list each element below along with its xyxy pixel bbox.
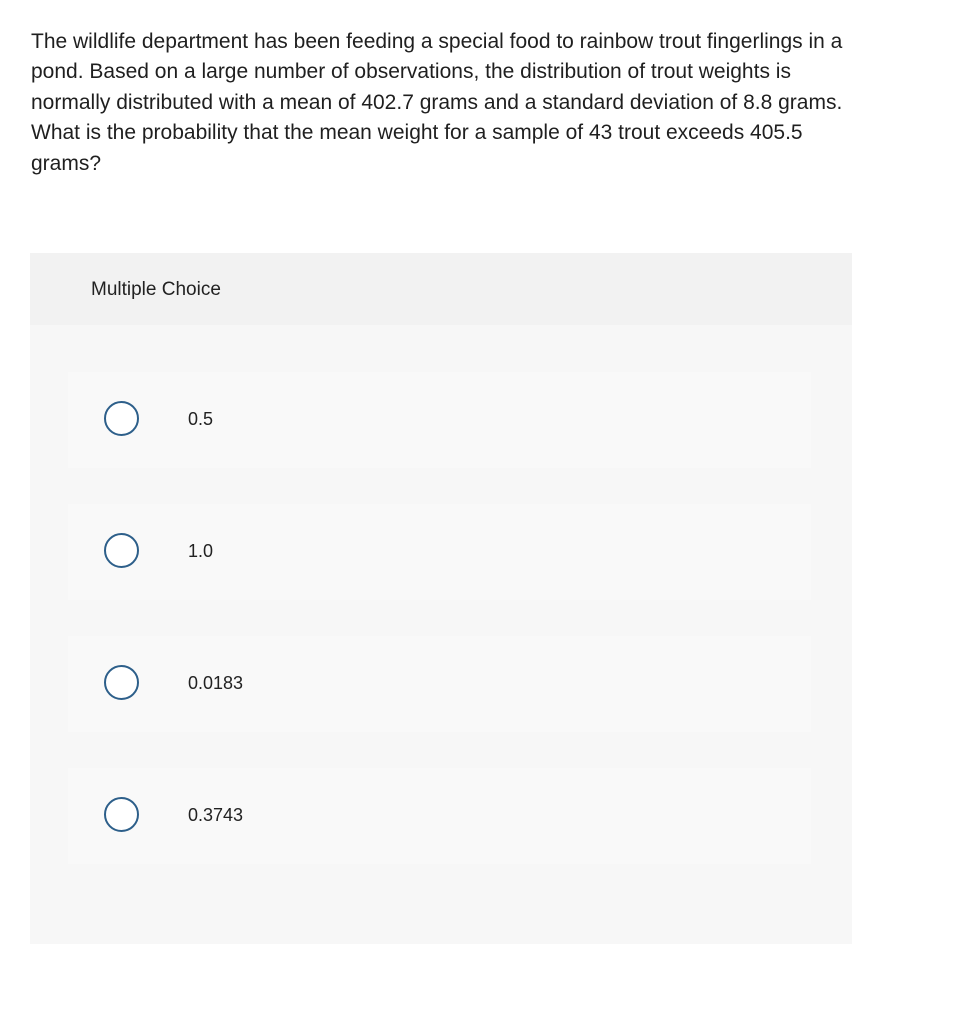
answer-option-1[interactable] (68, 372, 811, 468)
answer-option-label: 0.5 (188, 409, 214, 429)
answer-option-3[interactable] (68, 636, 811, 732)
radio-unchecked-icon[interactable] (104, 665, 139, 700)
answer-option-label: 1.0 (188, 541, 214, 561)
radio-unchecked-icon[interactable] (104, 797, 139, 832)
answer-option-label: 0.3743 (188, 805, 244, 825)
answer-option-2[interactable] (68, 504, 811, 600)
multiple-choice-label: Multiple Choice (91, 279, 221, 300)
radio-unchecked-icon[interactable] (104, 533, 139, 568)
multiple-choice-panel (30, 253, 852, 944)
question-text: The wildlife department has been feeding a special food to rainbow trout fingerlings in a pond. Based on a large number of observations, the distribution of trout weights is normally distributed with a mean of 402.7 grams and a standard deviation of 8.8 grams. What is the probability that the mean weight for a sample of 43 trout exceeds 405.5 grams? (31, 30, 843, 175)
answer-option-4[interactable] (68, 768, 811, 864)
answer-option-label: 0.0183 (188, 673, 244, 693)
radio-unchecked-icon[interactable] (104, 401, 139, 436)
multiple-choice-header (30, 253, 852, 325)
